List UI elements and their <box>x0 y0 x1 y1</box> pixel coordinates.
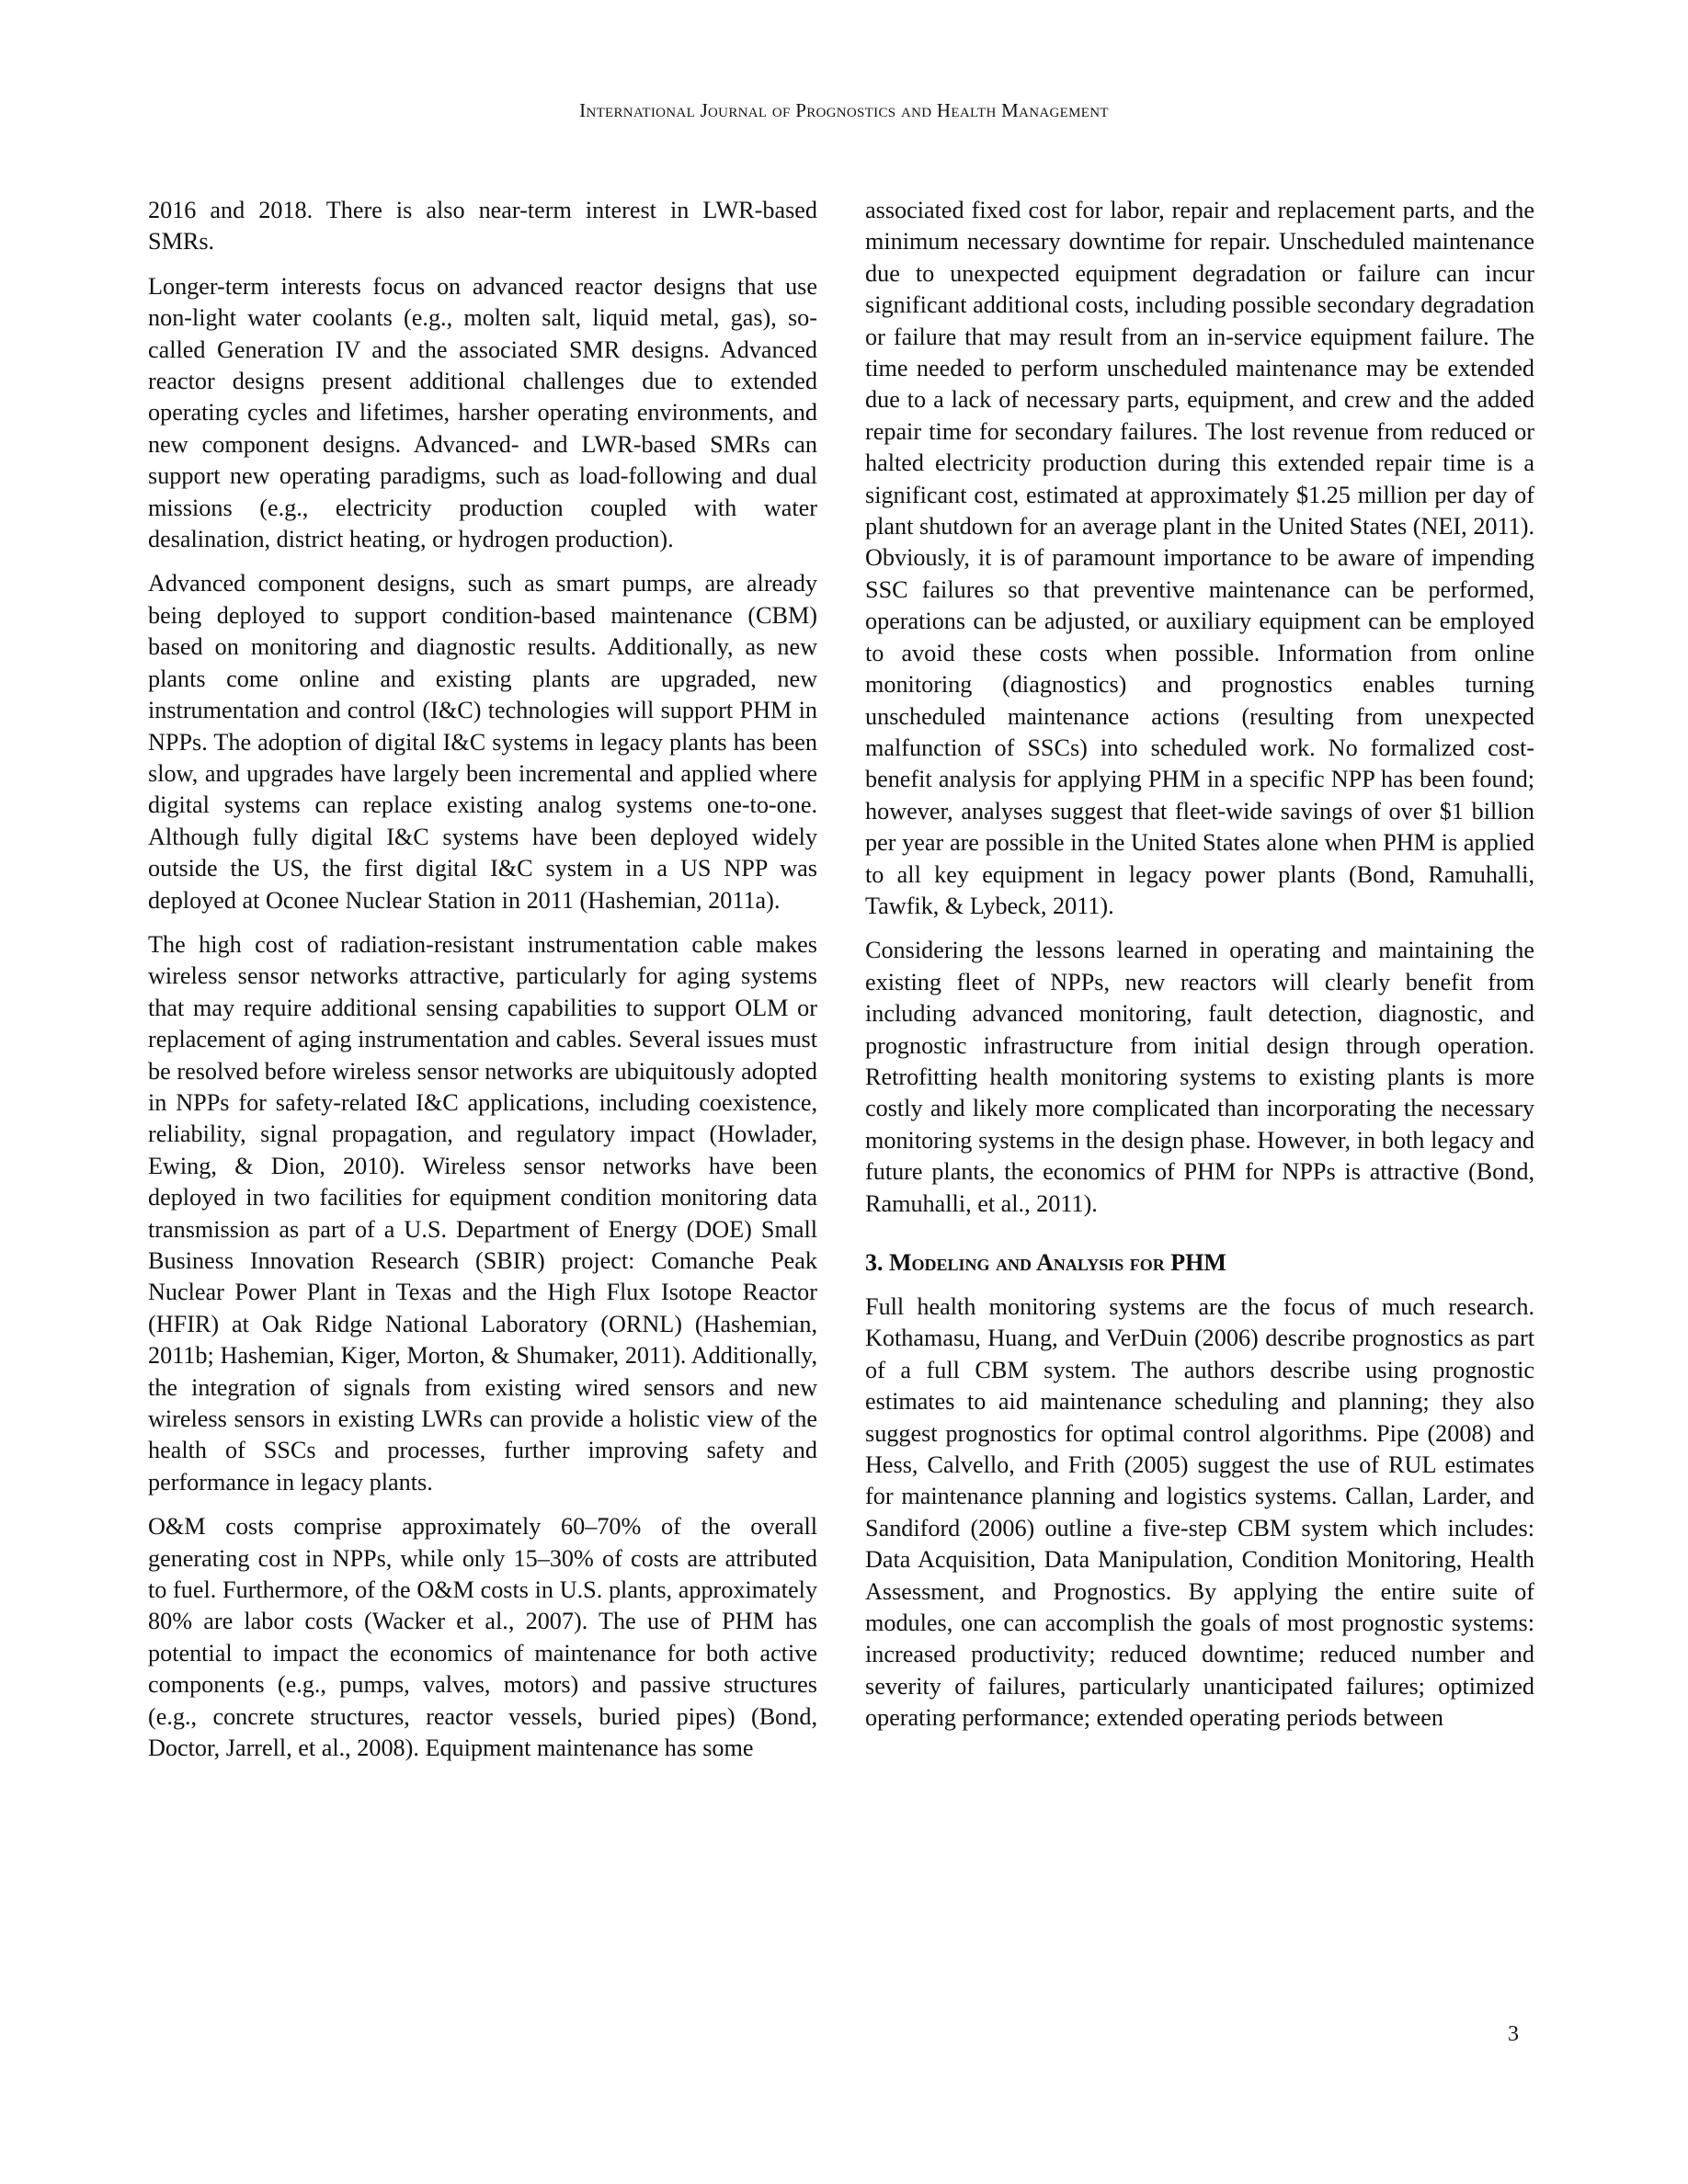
body-paragraph: 2016 and 2018. There is also near-term interest in LWR-based SMRs. <box>148 197 817 256</box>
body-paragraph: Full health monitoring systems are the focus of much research. Kothamasu, Huang, and VerDuin (2006) describe prognostics as part of a full CBM system. The authors describe using prognostic estimates to aid maintenance scheduling and planning; they also suggest prognostics for optimal control algorithms. Pipe (2008) and Hess, Calvello, and Frith (2005) suggest the use of RUL estimates for maintenance planning and logistics systems. Callan, Larder, and Sandiford (2006) outline a five-step CBM system which includes: Data Acquisition, Data Manipulation, Condition Monitoring, Health Assessment, and Prognostics. By applying the entire suite of modules, one can accomplish the goals of most prognostic systems: increased productivity; reduced downtime; reduced number and severity of failures, particularly unanticipated failures; optimized operating performance; extended operating periods between <box>865 1293 1534 1732</box>
body-paragraph: O&M costs comprise approximately 60–70% of the overall generating cost in NPPs, while only 15–30% of costs are attributed to fuel. Furthermore, of the O&M costs in U.S. plants, approximately 80% are labor costs (Wacker et al., 2007). The use of PHM has potential to impact the economics of maintenance for both active components (e.g., pumps, valves, motors) and passive structures (e.g., concrete structures, reactor vessels, buried pipes) (Bond, Doctor, Jarrell, et al., 2008). Equipment maintenance has some <box>148 1513 817 1762</box>
left-column <box>148 195 817 1778</box>
body-paragraph: associated fixed cost for labor, repair and replacement parts, and the minimum necessary downtime for repair. Unscheduled maintenance due to unexpected equipment degradation or failure can incur significant additional costs, including possible secondary degradation or failure that may result from an in-service equipment failure. The time needed to perform unscheduled maintenance may be extended due to a lack of necessary parts, equipment, and crew and the added repair time for secondary failures. The lost revenue from reduced or halted electricity production during this extended repair time is a significant cost, estimated at approximately $1.25 million per day of plant shutdown for an average plant in the United States (NEI, 2011). Obviously, it is of paramount importance to be aware of impending SSC failures so that preventive maintenance can be performed, operations can be adjusted, or auxiliary equipment can be employed to avoid these costs when possible. Information from online monitoring (diagnostics) and prognostics enables turning unscheduled maintenance actions (resulting from unexpected malfunction of SSCs) into scheduled work. No formalized cost-benefit analysis for applying PHM in a specific NPP has been found; however, analyses suggest that fleet-wide savings of over $1 billion per year are possible in the United States alone when PHM is applied to all key equipment in legacy power plants (Bond, Ramuhalli, Tawfik, & Lybeck, 2011). <box>865 197 1534 919</box>
running-header: International Journal of Prognostics and Health Management <box>579 99 1109 121</box>
right-column <box>865 195 1534 1747</box>
body-paragraph: The high cost of radiation-resistant instrumentation cable makes wireless sensor networks attractive, particularly for aging systems that may require additional sensing capabilities to support OLM or replacement of aging instrumentation and cables. Several issues must be resolved before wireless sensor networks are ubiquitously adopted in NPPs for safety-related I&C applications, including coexistence, reliability, signal propagation, and regulatory impact (Howlader, Ewing, & Dion, 2010). Wireless sensor networks have been deployed in two facilities for equipment condition monitoring data transmission as part of a U.S. Department of Energy (DOE) Small Business Innovation Research (SBIR) project: Comanche Peak Nuclear Power Plant in Texas and the High Flux Isotope Reactor (HFIR) at Oak Ridge National Laboratory (ORNL) (Hashemian, 2011b; Hashemian, Kiger, Morton, & Shumaker, 2011). Additionally, the integration of signals from existing wired sensors and new wireless sensors in existing LWRs can provide a holistic view of the health of SSCs and processes, further improving safety and performance in legacy plants. <box>148 930 817 1496</box>
body-paragraph: Advanced component designs, such as smart pumps, are already being deployed to support condition-based maintenance (CBM) based on monitoring and diagnostic results. Additionally, as new plants come online and existing plants are upgraded, new instrumentation and control (I&C) technologies will support PHM in NPPs. The adoption of digital I&C systems in legacy plants has been slow, and upgrades have largely been incremental and applied where digital systems can replace existing analog systems one-to-one. Although fully digital I&C systems have been deployed widely outside the US, the first digital I&C system in a US NPP was deployed at Oconee Nuclear Station in 2011 (Hashemian, 2011a). <box>148 570 817 914</box>
body-paragraph: Longer-term interests focus on advanced reactor designs that use non-light water coolants (e.g., molten salt, liquid metal, gas), so-called Generation IV and the associated SMR designs. Advanced reactor designs present additional challenges due to extended operating cycles and lifetimes, harsher operating environments, and new component designs. Advanced- and LWR-based SMRs can support new operating paradigms, such as load-following and dual missions (e.g., electricity production coupled with water desalination, district heating, or hydrogen production). <box>148 272 817 553</box>
body-paragraph: Considering the lessons learned in operating and maintaining the existing fleet of NPPs, new reactors will clearly benefit from including advanced monitoring, fault detection, diagnostic, and prognostic infrastructure from initial design through operation. Retrofitting health monitoring systems to existing plants is more costly and likely more complicated than incorporating the necessary monitoring systems in the design phase. However, in both legacy and future plants, the economics of PHM for NPPs is attractive (Bond, Ramuhalli, et al., 2011). <box>865 937 1534 1217</box>
section-heading: 3. Modeling and Analysis for PHM <box>865 1249 1226 1276</box>
page-number: 3 <box>1508 2022 1519 2046</box>
